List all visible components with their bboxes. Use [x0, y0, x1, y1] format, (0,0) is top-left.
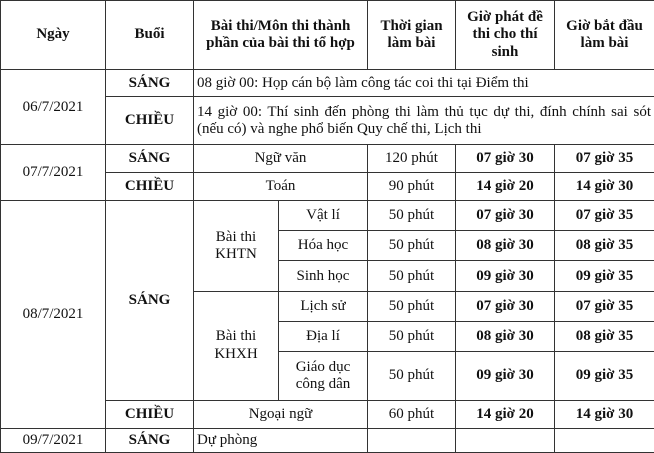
start-time-cell: 07 giờ 35	[555, 291, 654, 321]
header-date: Ngày	[1, 1, 106, 70]
session-cell: CHIỀU	[106, 97, 194, 145]
header-start-time: Giờ bắt đầu làm bài	[555, 1, 654, 70]
subject-cell: Giáo dục công dân	[279, 352, 368, 400]
duration-cell: 50 phút	[368, 231, 456, 261]
start-time-cell: 08 giờ 35	[555, 322, 654, 352]
table-row	[1, 428, 654, 452]
note-cell: 14 giờ 00: Thí sinh đến phòng thi làm thủ tục dự thi, đính chính sai sót (nếu có) và nghe phổ biến Quy chế thi, Lịch thi	[194, 97, 654, 145]
distribute-time-cell: 07 giờ 30	[456, 200, 555, 230]
start-time-cell: 14 giờ 30	[555, 400, 654, 428]
start-time-cell	[555, 428, 654, 452]
header-row	[1, 1, 654, 70]
duration-cell: 120 phút	[368, 145, 456, 172]
header-session: Buổi	[106, 1, 194, 70]
session-cell: SÁNG	[106, 200, 194, 400]
table-row	[1, 70, 654, 97]
start-time-cell: 07 giờ 35	[555, 145, 654, 172]
table-row	[1, 200, 654, 230]
table-row	[1, 145, 654, 172]
header-subject: Bài thi/Môn thi thành phần của bài thi tổ hợp	[194, 1, 368, 70]
subject-cell: Toán	[194, 172, 368, 200]
note-cell: 08 giờ 00: Họp cán bộ làm công tác coi thi tại Điểm thi	[194, 70, 654, 97]
group-cell-khxh: Bài thi KHXH	[194, 291, 279, 400]
distribute-time-cell: 14 giờ 20	[456, 172, 555, 200]
duration-cell: 50 phút	[368, 261, 456, 291]
duration-cell	[368, 428, 456, 452]
session-cell: SÁNG	[106, 70, 194, 97]
subject-cell: Địa lí	[279, 322, 368, 352]
subject-cell: Vật lí	[279, 200, 368, 230]
date-cell: 06/7/2021	[1, 70, 106, 145]
duration-cell: 50 phút	[368, 352, 456, 400]
duration-cell: 50 phút	[368, 322, 456, 352]
subject-cell: Ngữ văn	[194, 145, 368, 172]
date-cell: 09/7/2021	[1, 428, 106, 452]
header-distribute-time: Giờ phát đề thi cho thí sinh	[456, 1, 555, 70]
distribute-time-cell: 08 giờ 30	[456, 322, 555, 352]
subject-cell: Sinh học	[279, 261, 368, 291]
distribute-time-cell: 08 giờ 30	[456, 231, 555, 261]
duration-cell: 50 phút	[368, 291, 456, 321]
start-time-cell: 09 giờ 35	[555, 352, 654, 400]
date-cell: 07/7/2021	[1, 145, 106, 200]
distribute-time-cell: 09 giờ 30	[456, 261, 555, 291]
session-cell: SÁNG	[106, 428, 194, 452]
distribute-time-cell: 14 giờ 20	[456, 400, 555, 428]
start-time-cell: 14 giờ 30	[555, 172, 654, 200]
start-time-cell: 09 giờ 35	[555, 261, 654, 291]
duration-cell: 60 phút	[368, 400, 456, 428]
subject-cell: Lịch sử	[279, 291, 368, 321]
group-cell-khtn: Bài thi KHTN	[194, 200, 279, 291]
start-time-cell: 07 giờ 35	[555, 200, 654, 230]
subject-cell: Dự phòng	[194, 428, 368, 452]
session-cell: SÁNG	[106, 145, 194, 172]
duration-cell: 50 phút	[368, 200, 456, 230]
duration-cell: 90 phút	[368, 172, 456, 200]
start-time-cell: 08 giờ 35	[555, 231, 654, 261]
distribute-time-cell: 07 giờ 30	[456, 145, 555, 172]
date-cell: 08/7/2021	[1, 200, 106, 428]
subject-cell: Ngoại ngữ	[194, 400, 368, 428]
subject-cell: Hóa học	[279, 231, 368, 261]
session-cell: CHIỀU	[106, 172, 194, 200]
header-duration: Thời gian làm bài	[368, 1, 456, 70]
distribute-time-cell: 09 giờ 30	[456, 352, 555, 400]
distribute-time-cell	[456, 428, 555, 452]
distribute-time-cell: 07 giờ 30	[456, 291, 555, 321]
session-cell: CHIỀU	[106, 400, 194, 428]
